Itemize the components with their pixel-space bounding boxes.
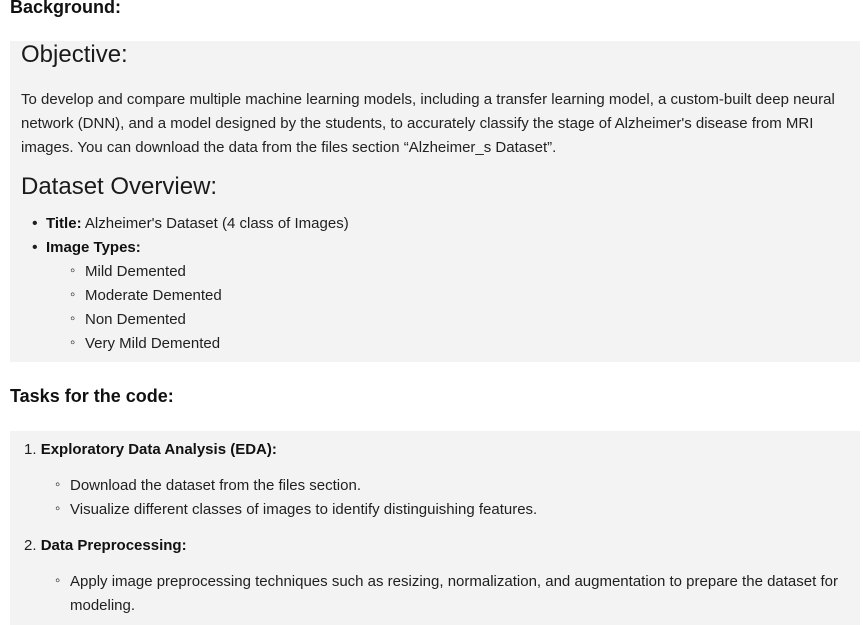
background-panel [10, 41, 860, 362]
task-subitem: ◦ Apply image preprocessing techniques such as resizing, normalization, and augmentation to prepare the dataset for modeling. [55, 570, 855, 618]
dataset-title-value: Alzheimer's Dataset (4 class of Images) [81, 215, 349, 232]
task-number: 2. [24, 537, 37, 554]
task-subitem: ◦ Download the dataset from the files section. [55, 474, 855, 498]
background-heading: Background: [10, 0, 122, 17]
objective-text: To develop and compare multiple machine learning models, including a transfer learning model, a custom-built deep neural network (DNN), and a model designed by the students, to accurately classify the stage of Alzheimer's disease from MRI images. You can download the data from the files section “Alzheimer_s Dataset”. [21, 91, 835, 156]
dataset-list [32, 212, 349, 356]
tasks-heading: Tasks for the code: [10, 386, 174, 406]
image-types-label: Image Types: [46, 239, 141, 256]
image-types-list [46, 260, 349, 356]
image-type-item: ◦ Very Mild Demented [70, 332, 349, 356]
dataset-title-label: Title: [46, 215, 82, 232]
dataset-title-item [32, 212, 349, 236]
task-item-preprocessing [24, 534, 187, 558]
task-title: Exploratory Data Analysis (EDA): [40, 441, 277, 458]
dataset-overview-heading: Dataset Overview: [21, 173, 218, 200]
task-subitem: ◦ Visualize different classes of images to identify distinguishing features. [55, 498, 855, 522]
image-type-item: ◦ Non Demented [70, 308, 349, 332]
task-preprocessing-subs [55, 570, 855, 618]
task-number: 1. [24, 441, 37, 458]
image-types-item [32, 236, 349, 356]
objective-heading: Objective: [21, 41, 128, 68]
task-item-eda [24, 438, 277, 462]
tasks-panel [10, 431, 860, 625]
task-eda-subs [55, 474, 855, 522]
image-type-item: ◦ Mild Demented [70, 260, 349, 284]
task-title: Data Preprocessing: [40, 537, 187, 554]
image-type-item: ◦ Moderate Demented [70, 284, 349, 308]
